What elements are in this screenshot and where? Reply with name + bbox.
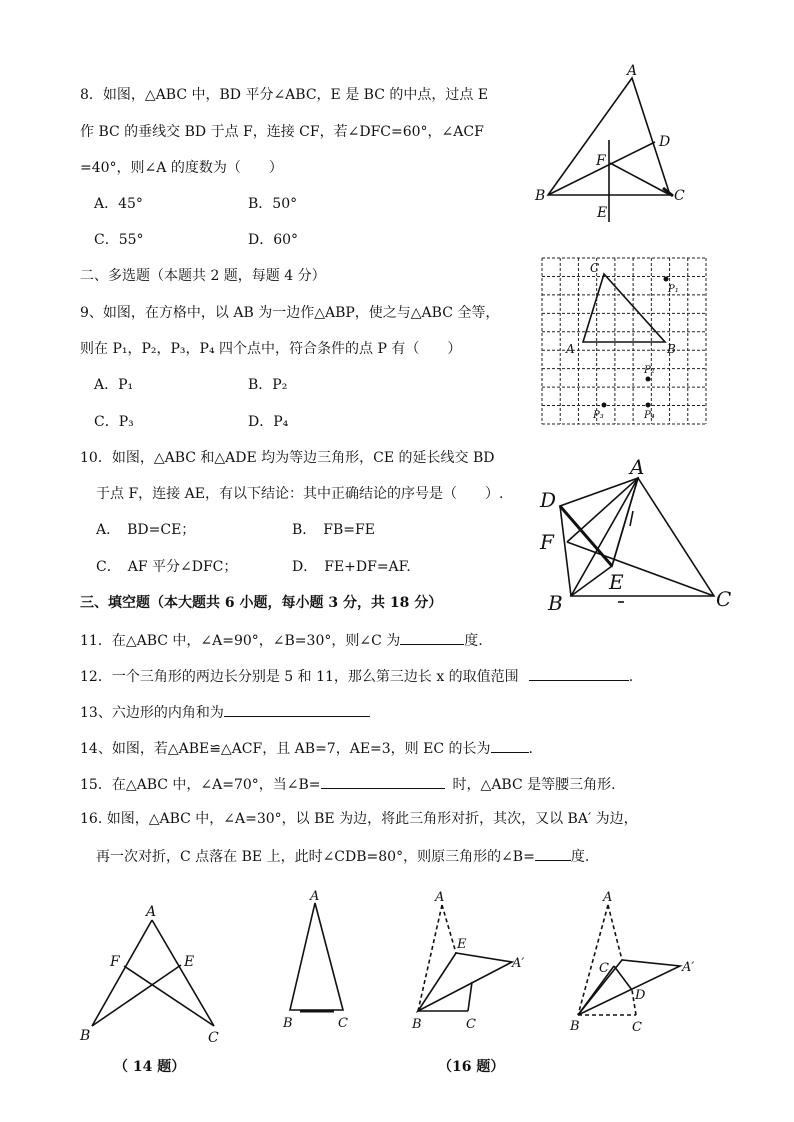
q10-label-c: C [716,587,732,611]
q11-text: 11．在△ABC 中，∠A=90°，∠B=30°，则∠C 为 [80,633,401,649]
q16-fig1-triangle [290,903,343,1010]
q13-text: 13、六边形的内角和为 [80,705,224,721]
q14-label-e: E [184,954,195,970]
q15-tail: 时，△ABC 是等腰三角形. [452,777,616,793]
q9-option-b: B．P₂ [248,377,288,393]
q10-option-a: A． BD=CE； [96,522,196,538]
q9-label-c: C [590,261,600,275]
q16-fig2-folded-triangle [418,953,512,1011]
q8-option-a: A．45° [94,196,143,212]
q16-fig2-label-e: E [457,937,467,952]
q9-label-b: B [667,342,676,356]
q9-option-c: C．P₃ [94,414,134,430]
q9-label-a: A [566,342,575,356]
q8-option-b: B．50° [248,196,298,212]
q9-line2: 则在 P₁，P₂，P₃，P₄ 四个点中，符合条件的点 P 有（ ） [80,341,462,357]
q16-fig1-label-b: B [283,1016,293,1031]
q16-fig3-label-a-prime: A′ [682,960,695,975]
q16-tail: 度. [570,849,590,865]
q10-label-d: D [540,488,557,512]
q15-text: 15．在△ABC 中，∠A=70°，当∠B= [80,777,321,793]
q16-fig3-dashed-ae [608,905,622,960]
q8-line1: 8．如图，△ABC 中，BD 平分∠ABC，E 是 BC 的中点，过点 E [80,87,489,103]
q8-label-b: B [535,188,546,204]
q10-line2: 于点 F，连接 AE，有以下结论：其中正确结论的序号是（ ）. [96,486,504,502]
q16-fig1-label-c: C [338,1016,348,1031]
figure-14-caption: （ 14 题） [114,1059,186,1075]
q8-label-e: E [597,205,608,221]
q16-fig2-label-a-prime: A′ [512,956,525,971]
q10-label-a: A [630,455,645,479]
q16-line1: 16. 如图，△ABC 中，∠A=30°，以 BE 为边，将此三角形对折，其次，又以 BA′ 为边， [80,811,638,827]
q12-tail: . [628,669,634,685]
q14-label-f: F [110,954,120,970]
q16-fig2-label-a: A [435,890,445,905]
q16-fig2-dashed-ae [442,905,456,953]
q14-tail: . [528,741,533,757]
q16-fig3-folded-triangle [578,960,680,1015]
section-3-heading: 三、填空题（本大题共 6 小题，每小题 3 分，共 18 分） [80,595,443,611]
q8-label-d: D [659,134,671,150]
q8-option-d: D．60° [248,232,299,248]
q16-fig3-label-a: A [603,890,613,905]
q16-fig2-line-c [468,982,472,1011]
q9-line1: 9、如图，在方格中，以 AB 为一边作△ABP，使之与△ABC 全等， [80,305,500,321]
q16-fig1-label-a: A [310,889,320,904]
q10-option-d: D． FE+DF=AF. [292,559,411,575]
q16-text: 再一次对折，C 点落在 BE 上，此时∠CDB=80°，则原三角形的∠B= [96,849,535,865]
q16-fig3-label-c-bottom: C [632,1020,642,1035]
section-2-heading: 二、多选题（本题共 2 题，每题 4 分） [80,268,326,284]
q10-label-f: F [540,530,554,554]
q9-label-p3: P₃ [593,410,604,421]
q16-fig3-label-d: D [635,988,646,1003]
q10-option-c: C． AF 平分∠DFC； [96,559,238,575]
q9-option-d: D．P₄ [248,414,289,430]
q14-text: 14、如图，若△ABE≌△ACF，且 AB=7，AE=3，则 EC 的长为 [80,741,491,757]
figure-16-caption: （16 题） [438,1059,505,1075]
q14-label-a: A [146,904,157,920]
q14-label-b: B [80,1028,91,1044]
q10-label-b: B [548,591,563,615]
q11-tail: 度. [464,633,483,649]
q9-label-p1: P₁ [668,284,679,295]
q16-fig3-line-cd [614,966,632,990]
q10-line1: 10．如图，△ABC 和△ADE 均为等边三角形，CE 的延长线交 BD [80,450,495,466]
q16-fig2-dashed-ab [418,905,442,1011]
q16-fig3-dashed-ab [578,905,608,1015]
q8-label-f: F [596,153,606,169]
q9-label-p4: P₄ [644,410,655,421]
q10-option-b: B． FB=FE [292,522,375,538]
q8-option-c: C．55° [94,232,144,248]
q8-line3: =40°，则∠A 的度数为（ ） [80,160,283,176]
q8-line2: 作 BC 的垂线交 BD 于点 F，连接 CF，若∠DFC=60°，∠ACF [80,124,484,140]
q16-fig2-label-b: B [412,1017,422,1032]
q16-fig3-label-c: C [599,961,609,976]
q12-text: 12．一个三角形的两边长分别是 5 和 11，那么第三边长 x 的取值范围 [80,669,519,685]
q9-option-a: A．P₁ [94,377,134,393]
q16-fig2-label-c: C [466,1017,476,1032]
q8-label-a: A [627,63,638,79]
q8-label-c: C [674,188,685,204]
q14-label-c: C [208,1030,219,1046]
q10-label-e: E [609,570,624,594]
q9-label-p2: P₂ [644,365,655,376]
q16-fig3-label-b: B [570,1019,580,1034]
